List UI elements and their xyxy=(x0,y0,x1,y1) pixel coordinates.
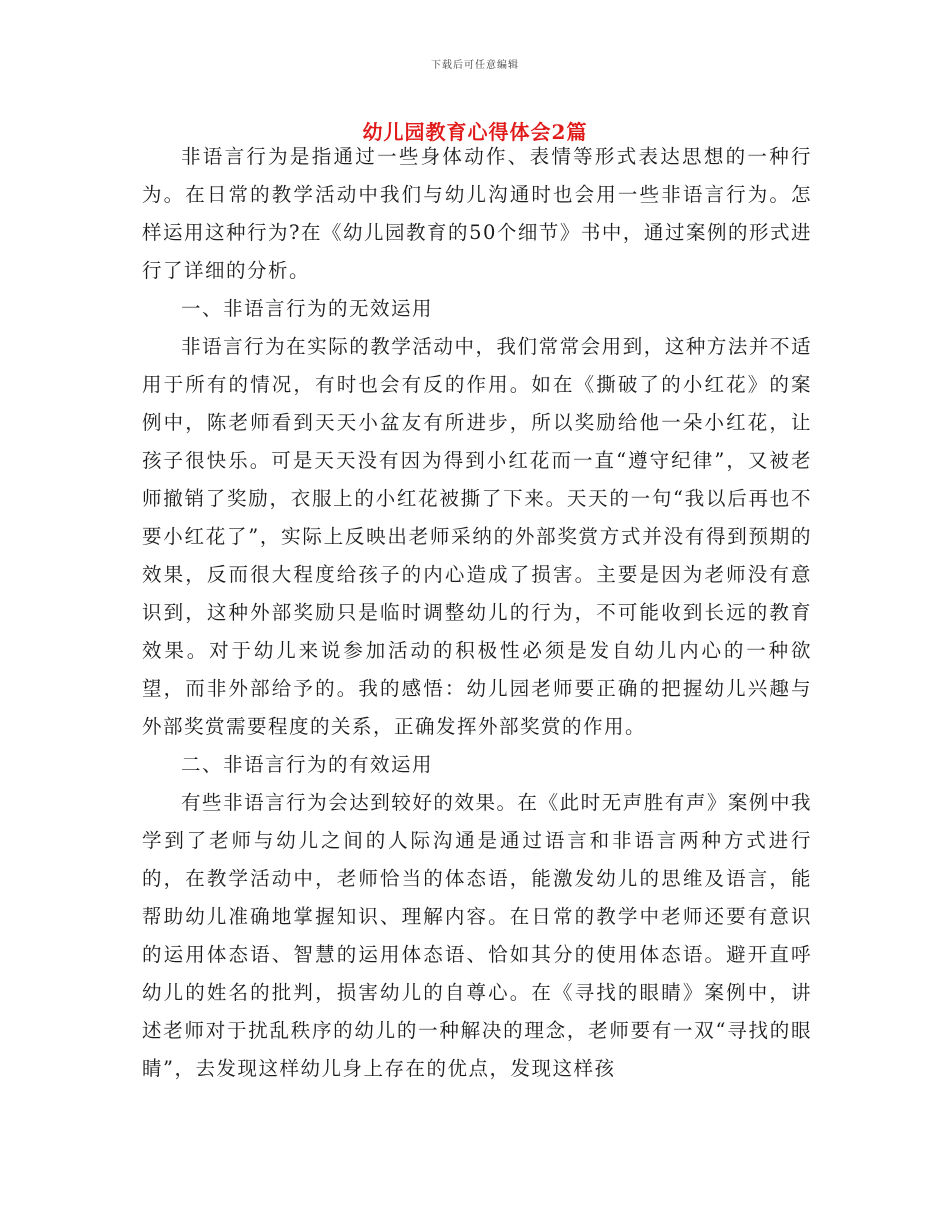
section-1-paragraph: 非语言行为在实际的教学活动中，我们常常会用到，这种方法并不适用于所有的情况，有时也会有反的作用。如在《撕破了的小红花》的案例中，陈老师看到天天小盆友有所进步，所以奖励给他一朵小红花，让孩子很快乐。可是天天没有因为得到小红花而一直“遵守纪律”，又被老师撤销了奖励，衣服上的小红花被撕了下来。天天的一句“我以后再也不要小红花了”，实际上反映出老师采纳的外部奖赏方式并没有得到预期的效果，反而很大程度给孩子的内心造成了损害。主要是因为老师没有意识到，这种外部奖励只是临时调整幼儿的行为，不可能收到长远的教育效果。对于幼儿来说参加活动的积极性必须是发自幼儿内心的一种欲望，而非外部给予的。我的感悟：幼儿园老师要正确的把握幼儿兴趣与外部奖赏需要程度的关系，正确发挥外部奖赏的作用。 xyxy=(142,335,812,738)
document-body xyxy=(142,138,812,1088)
section-heading-2: 二、非语言行为的有效运用 xyxy=(181,753,434,776)
intro-paragraph: 非语言行为是指通过一些身体动作、表情等形式表达思想的一种行为。在日常的教学活动中我们与幼儿沟通时也会用一些非语言行为。怎样运用这种行为?在《幼儿园教育的50个细节》书中，通过案例的形式进行了详细的分析。 xyxy=(142,145,812,282)
section-2-paragraph: 有些非语言行为会达到较好的效果。在《此时无声胜有声》案例中我学到了老师与幼儿之间的人际沟通是通过语言和非语言两种方式进行的，在教学活动中，老师恰当的体态语，能激发幼儿的思维及语言，能帮助幼儿准确地掌握知识、理解内容。在日常的教学中老师还要有意识的运用体态语、智慧的运用体态语、恰如其分的使用体态语。避开直呼幼儿的姓名的批判，损害幼儿的自尊心。在《寻找的眼睛》案例中，讲述老师对于扰乱秩序的幼儿的一种解决的理念，老师要有一双“寻找的眼睛”，去发现这样幼儿身上存在的优点，发现这样孩 xyxy=(142,791,812,1080)
document-title: 幼儿园教育心得体会2篇 xyxy=(362,120,588,144)
section-heading-1: 一、非语言行为的无效运用 xyxy=(181,297,434,320)
page-header-note: 下载后可任意编辑 xyxy=(431,60,519,71)
